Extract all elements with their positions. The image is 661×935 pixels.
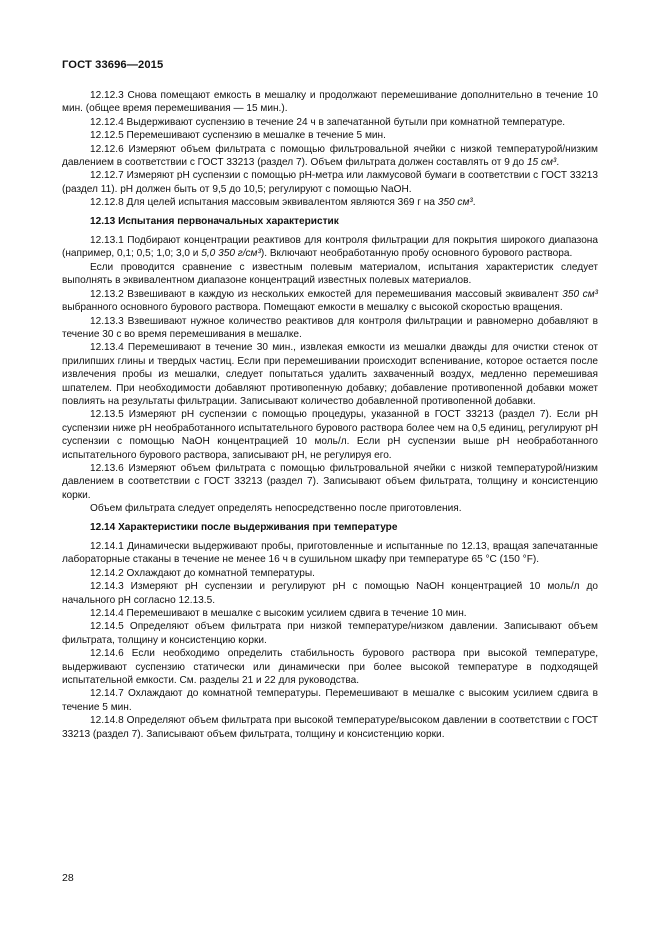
paragraph [62,620,598,647]
paragraph [62,234,598,261]
document-code-header: ГОСТ 33696—2015 [62,59,164,71]
paragraph [62,129,598,142]
paragraph-text: 12.12.3 Снова помещают емкость в мешалку и продолжают перемешивание дополнительно в течение 10 мин. (общее время перемешивания — 15 мин.). [62,90,598,115]
italic-value: 15 см³ [526,157,557,169]
section-heading [62,215,598,228]
paragraph [62,116,598,129]
paragraph [62,567,598,580]
italic-value: 350 см³ [437,197,473,209]
paragraph [62,288,598,315]
paragraph-text: 12.12.7 Измеряют pH суспензии с помощью pH-метра или лакмусовой бумаги в соответствии с ГОСТ 33213 (раздел 11). pH должен быть от 9,5 до 10,5; регулируют с помощью NaOH. [62,170,598,195]
paragraph [62,714,598,741]
document-body [62,89,598,741]
paragraph-text: 12.14.3 Измеряют pH суспензии и регулируют pH с помощью NaOH концентрацией 10 моль/л до начального pH согласно 12.13.5. [62,581,598,606]
paragraph-text: Объем фильтрата следует определять непосредственно после приготовления. [90,503,462,515]
paragraph-text: 12.14.1 Динамически выдерживают пробы, приготовленные и испытанные по 12.13, вращая запечатанные лабораторные стаканы в течение не менее 16 ч в сушильном шкафу при температуре 65 °С (150 °F). [62,541,598,566]
paragraph-text: 12.12.6 Измеряют объем фильтрата с помощью фильтровальной ячейки с низкой температурой/низким давлением в соответствии с ГОСТ 33213 (раздел 7). Объем фильтрата должен составлять от 9 до [62,143,598,169]
paragraph-text: 12.13.3 Взвешивают нужное количество реактивов для контроля фильтрации и равномерно добавляют в течение 30 с во время перемешивания в мешалке. [62,315,598,340]
paragraph-text: 12.13.6 Измеряют объем фильтрата с помощью фильтровальной ячейки с низкой температурой/низким давлением в соответствии с ГОСТ 33213 (раздел 7). Записывают объем фильтрата, толщину и консистенцию корки. [62,462,598,501]
paragraph-text: 12.14 Характеристики после выдерживания при температуре [90,521,398,533]
paragraph [62,647,598,687]
paragraph-text: 12.13.1 Подбирают концентрации реактивов для контроля фильтрации для покрытия широкого диапазона (например, 0,1; 0,5; 1,0; 3,0 и [62,235,598,260]
paragraph [62,169,598,196]
paragraph-text: 12.14.2 Охлаждают до комнатной температуры. [90,567,315,579]
paragraph-text-tail: ). Включают необработанную пробу основного бурового раствора. [260,248,573,260]
paragraph-text-tail: . [556,157,560,169]
paragraph-text: 12.13.5 Измеряют pH суспензии с помощью процедуры, указанной в ГОСТ 33213 (раздел 7). Если pH суспензии ниже pH необработанного испытательного бурового раствора более чем на 0,5 единиц, регулируют pH суспензии с помощью NaOH концентрацией 10 моль/л. Если pH суспензии выше pH необработанного испытательного бурового раствора, записывают pH, не регулируя его. [62,409,598,461]
paragraph-text: 12.14.7 Охлаждают до комнатной температуры. Перемешивают в мешалке с высоким усилием сдвига в течение 5 мин. [62,688,598,713]
paragraph-text-tail: . [472,197,476,209]
page-number: 28 [62,872,74,884]
paragraph [62,607,598,620]
paragraph-text-tail: выбранного основного бурового раствора. Помещают емкости в мешалку с высокой скоростью вращения. [62,302,563,314]
paragraph-text: 12.14.8 Определяют объем фильтрата при высокой температуре/высоком давлении в соответствии с ГОСТ 33213 (раздел 7). Записывают объем фильтрата, толщину и консистенцию корки. [62,715,598,740]
paragraph [62,502,598,515]
paragraph-text: 12.12.4 Выдерживают суспензию в течение 24 ч в запечатанной бутыли при комнатной температуре. [90,116,566,128]
paragraph [62,408,598,462]
paragraph [62,540,598,567]
paragraph-text: 12.13.2 Взвешивают в каждую из нескольких емкостей для перемешивания массовый эквивалент [90,288,563,300]
italic-value: 5,0 350 г/см³ [201,248,261,260]
paragraph [62,315,598,342]
paragraph [62,261,598,288]
paragraph [62,462,598,502]
paragraph [62,687,598,714]
paragraph-text: Если проводится сравнение с известным полевым материалом, испытания характеристик следует выполнять в эквивалентном диапазоне концентраций известных полевых материалов. [62,261,598,287]
paragraph-text: 12.14.6 Если необходимо определить стабильность бурового раствора при высокой температуре, выдерживают суспензию статически или динамически при более высокой температуре в подходящей испытательной емкости. См. разделы 21 и 22 для руководства. [62,648,598,687]
paragraph [62,580,598,607]
paragraph-text: 12.14.5 Определяют объем фильтрата при низкой температуре/низком давлении. Записывают объем фильтрата, толщину и консистенцию корки. [62,621,598,646]
paragraph [62,143,598,170]
paragraph-text: 12.13.4 Перемешивают в течение 30 мин., извлекая емкости из мешалки дважды для очистки стенок от прилипших глины и твердых частиц. Если при перемешивании происходит вспенивание, которое остается после извлечения пробы из мешалки, следует попытаться удалить захваченный воздух, медленно перемешивая шпателем. При необходимости добавляют противопенную добавку; добавление противопенной добавки может повлиять на результаты фильтрации. Записывают количество добавленной противопенной добавки. [62,342,598,407]
paragraph [62,341,598,408]
paragraph-text: 12.14.4 Перемешивают в мешалке с высоким усилием сдвига в течение 10 мин. [90,608,467,620]
paragraph-text: 12.13 Испытания первоначальных характеристик [90,215,339,227]
paragraph-text: 12.12.8 Для целей испытания массовым эквивалентом являются 369 г на [90,197,438,209]
paragraph [62,196,598,209]
paragraph [62,89,598,116]
italic-value: 350 см³ [562,288,598,300]
paragraph-text: 12.12.5 Перемешивают суспензию в мешалке в течение 5 мин. [90,130,386,142]
section-heading [62,521,598,534]
